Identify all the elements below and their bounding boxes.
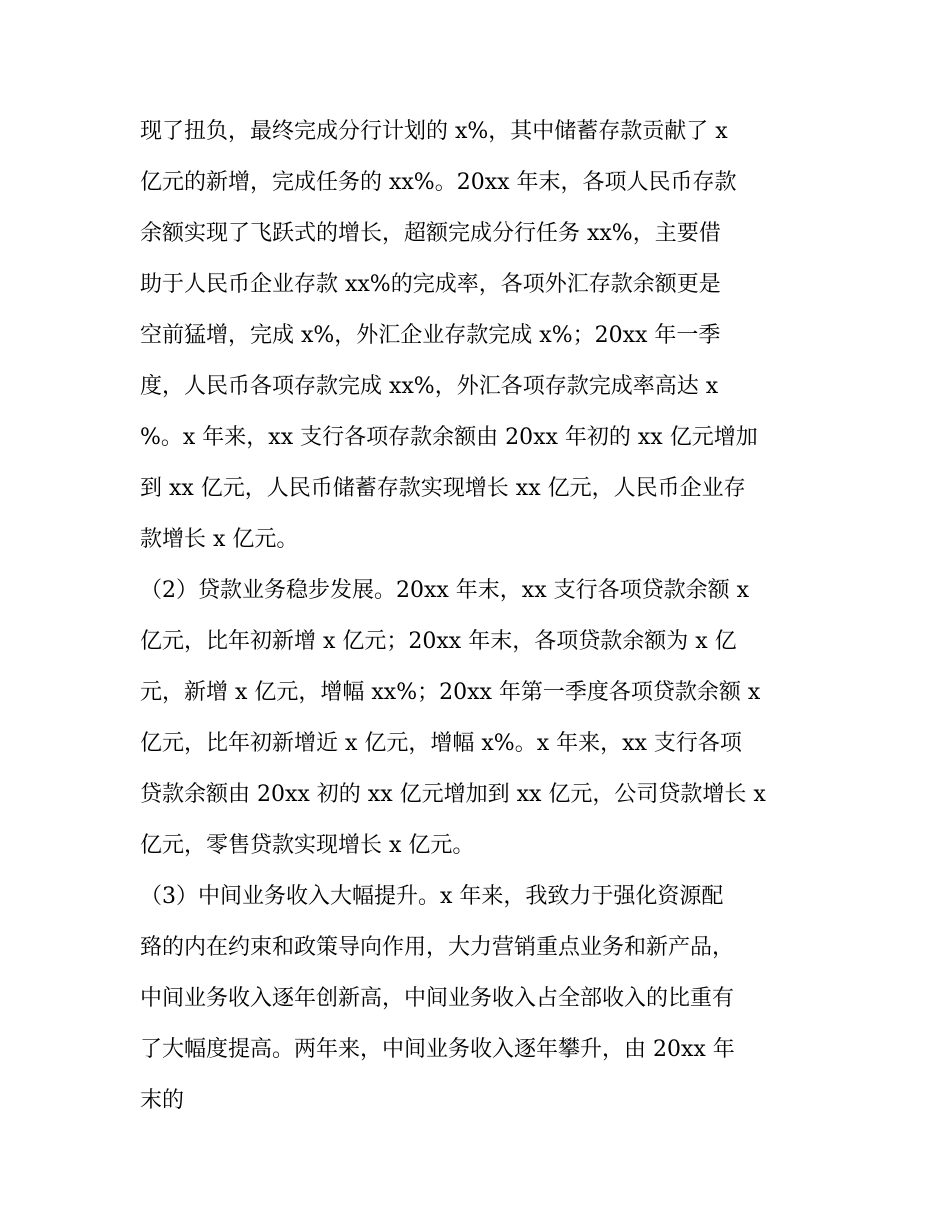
text-line: 空前猛增，完成 x%，外汇企业存款完成 x%；20xx 年一季 [140,323,721,348]
text-line: 亿元，比年初新增近 x 亿元，增幅 x%。x 年来，xx 支行各项 [140,731,742,756]
text-line: 亿元的新增，完成任务的 xx%。20xx 年末，各项人民币存款 [140,170,737,195]
text-line: 度，人民币各项存款完成 xx%，外汇各项存款完成率高达 x [140,374,719,399]
text-line: 末的 [140,1088,185,1113]
text-line: 助于人民币企业存款 xx%的完成率，各项外汇存款余额更是 [140,272,721,297]
text-line: （2）贷款业务稳步发展。20xx 年末，xx 支行各项贷款余额 x [140,578,750,603]
text-line: 中间业务收入逐年创新高，中间业务收入占全部收入的比重有 [140,986,735,1011]
text-line: 贷款余额由 20xx 初的 xx 亿元增加到 xx 亿元，公司贷款增长 x [140,782,766,807]
text-line: 余额实现了飞跃式的增长，超额完成分行任务 xx%，主要借 [140,221,721,246]
text-line: （3）中间业务收入大幅提升。x 年来，我致力于强化资源配 [140,884,724,909]
text-line: 现了扭负，最终完成分行计划的 x%，其中储蓄存款贡献了 x [140,119,728,144]
text-line: 款增长 x 亿元。 [140,527,299,552]
text-line: %。x 年来，xx 支行各项存款余额由 20xx 年初的 xx 亿元增加 [140,425,758,450]
text-line: 臵的内在约束和政策导向作用，大力营销重点业务和新产品， [140,935,735,960]
document-page [140,112,810,1132]
text-line: 亿元，零售贷款实现增长 x 亿元。 [140,833,475,858]
text-line: 到 xx 亿元，人民币储蓄存款实现增长 xx 亿元，人民币企业存 [140,476,746,501]
text-line: 了大幅度提高。两年来，中间业务收入逐年攀升，由 20xx 年 [140,1037,735,1062]
text-line: 亿元，比年初新增 x 亿元；20xx 年末，各项贷款余额为 x 亿 [140,629,737,654]
text-line: 元，新增 x 亿元，增幅 xx%；20xx 年第一季度各项贷款余额 x [140,680,761,705]
